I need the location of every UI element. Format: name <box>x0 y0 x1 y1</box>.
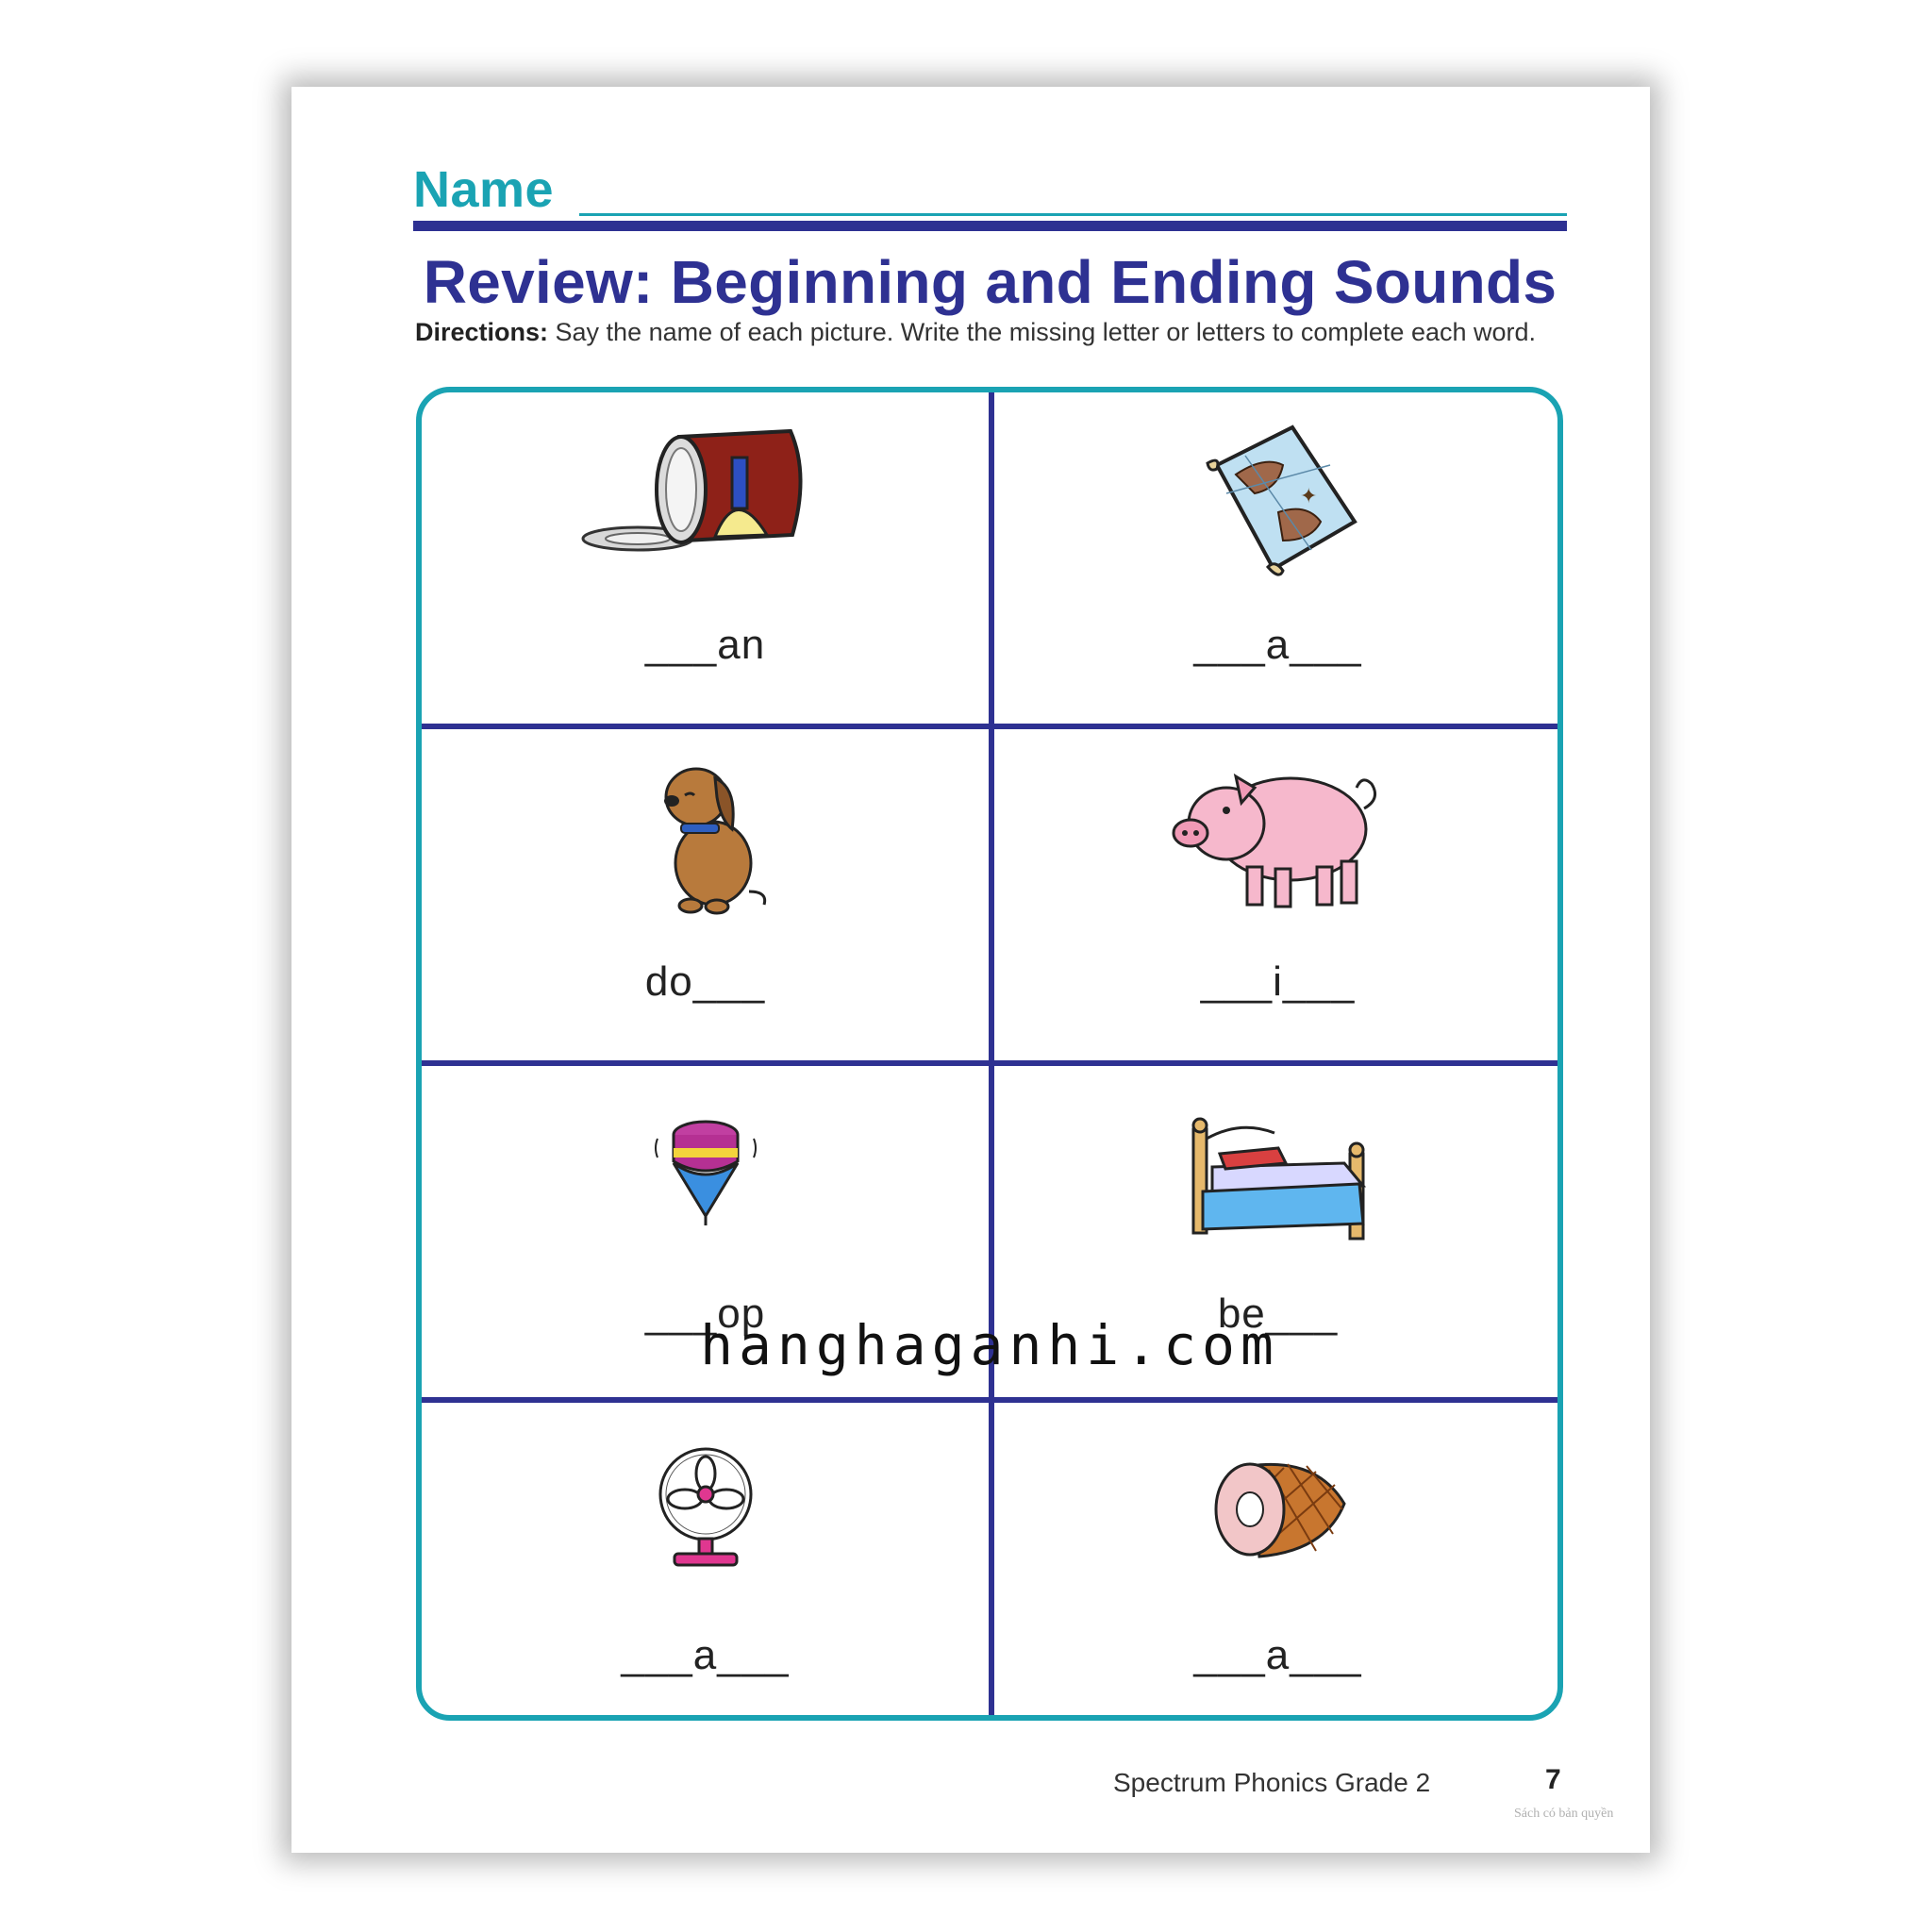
directions-label: Directions: <box>415 318 549 346</box>
map-icon <box>1189 408 1368 588</box>
page-number: 7 <box>1545 1764 1561 1795</box>
exercise-cell <box>422 1403 989 1721</box>
word-blank: ___a___ <box>621 1632 790 1678</box>
exercise-cell <box>422 392 989 724</box>
ham-icon <box>1203 1447 1354 1570</box>
exercise-cell <box>994 392 1561 724</box>
exercise-grid <box>416 387 1563 1721</box>
name-write-line <box>579 213 1567 216</box>
title-rule <box>413 221 1567 231</box>
word-blank: be___ <box>1217 1291 1339 1337</box>
top-icon <box>644 1110 767 1233</box>
watermark: hanghaganhi.com <box>700 1313 1279 1377</box>
page-title: Review: Beginning and Ending Sounds <box>423 248 1557 316</box>
can-icon <box>574 418 838 578</box>
copyright-note: Sách có bản quyền <box>1514 1807 1614 1821</box>
name-row <box>413 155 1567 230</box>
exercise-cell <box>994 729 1561 1060</box>
word-blank: ___a___ <box>1193 622 1362 668</box>
word-blank: do___ <box>644 958 766 1005</box>
worksheet-page <box>291 87 1650 1853</box>
fan-icon <box>644 1442 767 1574</box>
exercise-cell <box>994 1403 1561 1721</box>
svg-text:✦: ✦ <box>1299 484 1317 508</box>
word-blank: ___a___ <box>1193 1632 1362 1678</box>
pig-icon <box>1170 750 1387 920</box>
directions-text: Say the name of each picture. Write the missing letter or letters to complete each word. <box>548 318 1537 346</box>
word-blank: ___i___ <box>1200 958 1356 1005</box>
word-blank: ___op <box>644 1291 766 1337</box>
word-blank: ___an <box>644 622 766 668</box>
bed-icon <box>1174 1101 1382 1242</box>
dog-icon <box>640 750 772 920</box>
directions <box>415 319 1557 345</box>
name-label: Name <box>413 161 555 218</box>
exercise-cell <box>422 729 989 1060</box>
footer-book-title: Spectrum Phonics Grade 2 <box>1113 1768 1431 1797</box>
